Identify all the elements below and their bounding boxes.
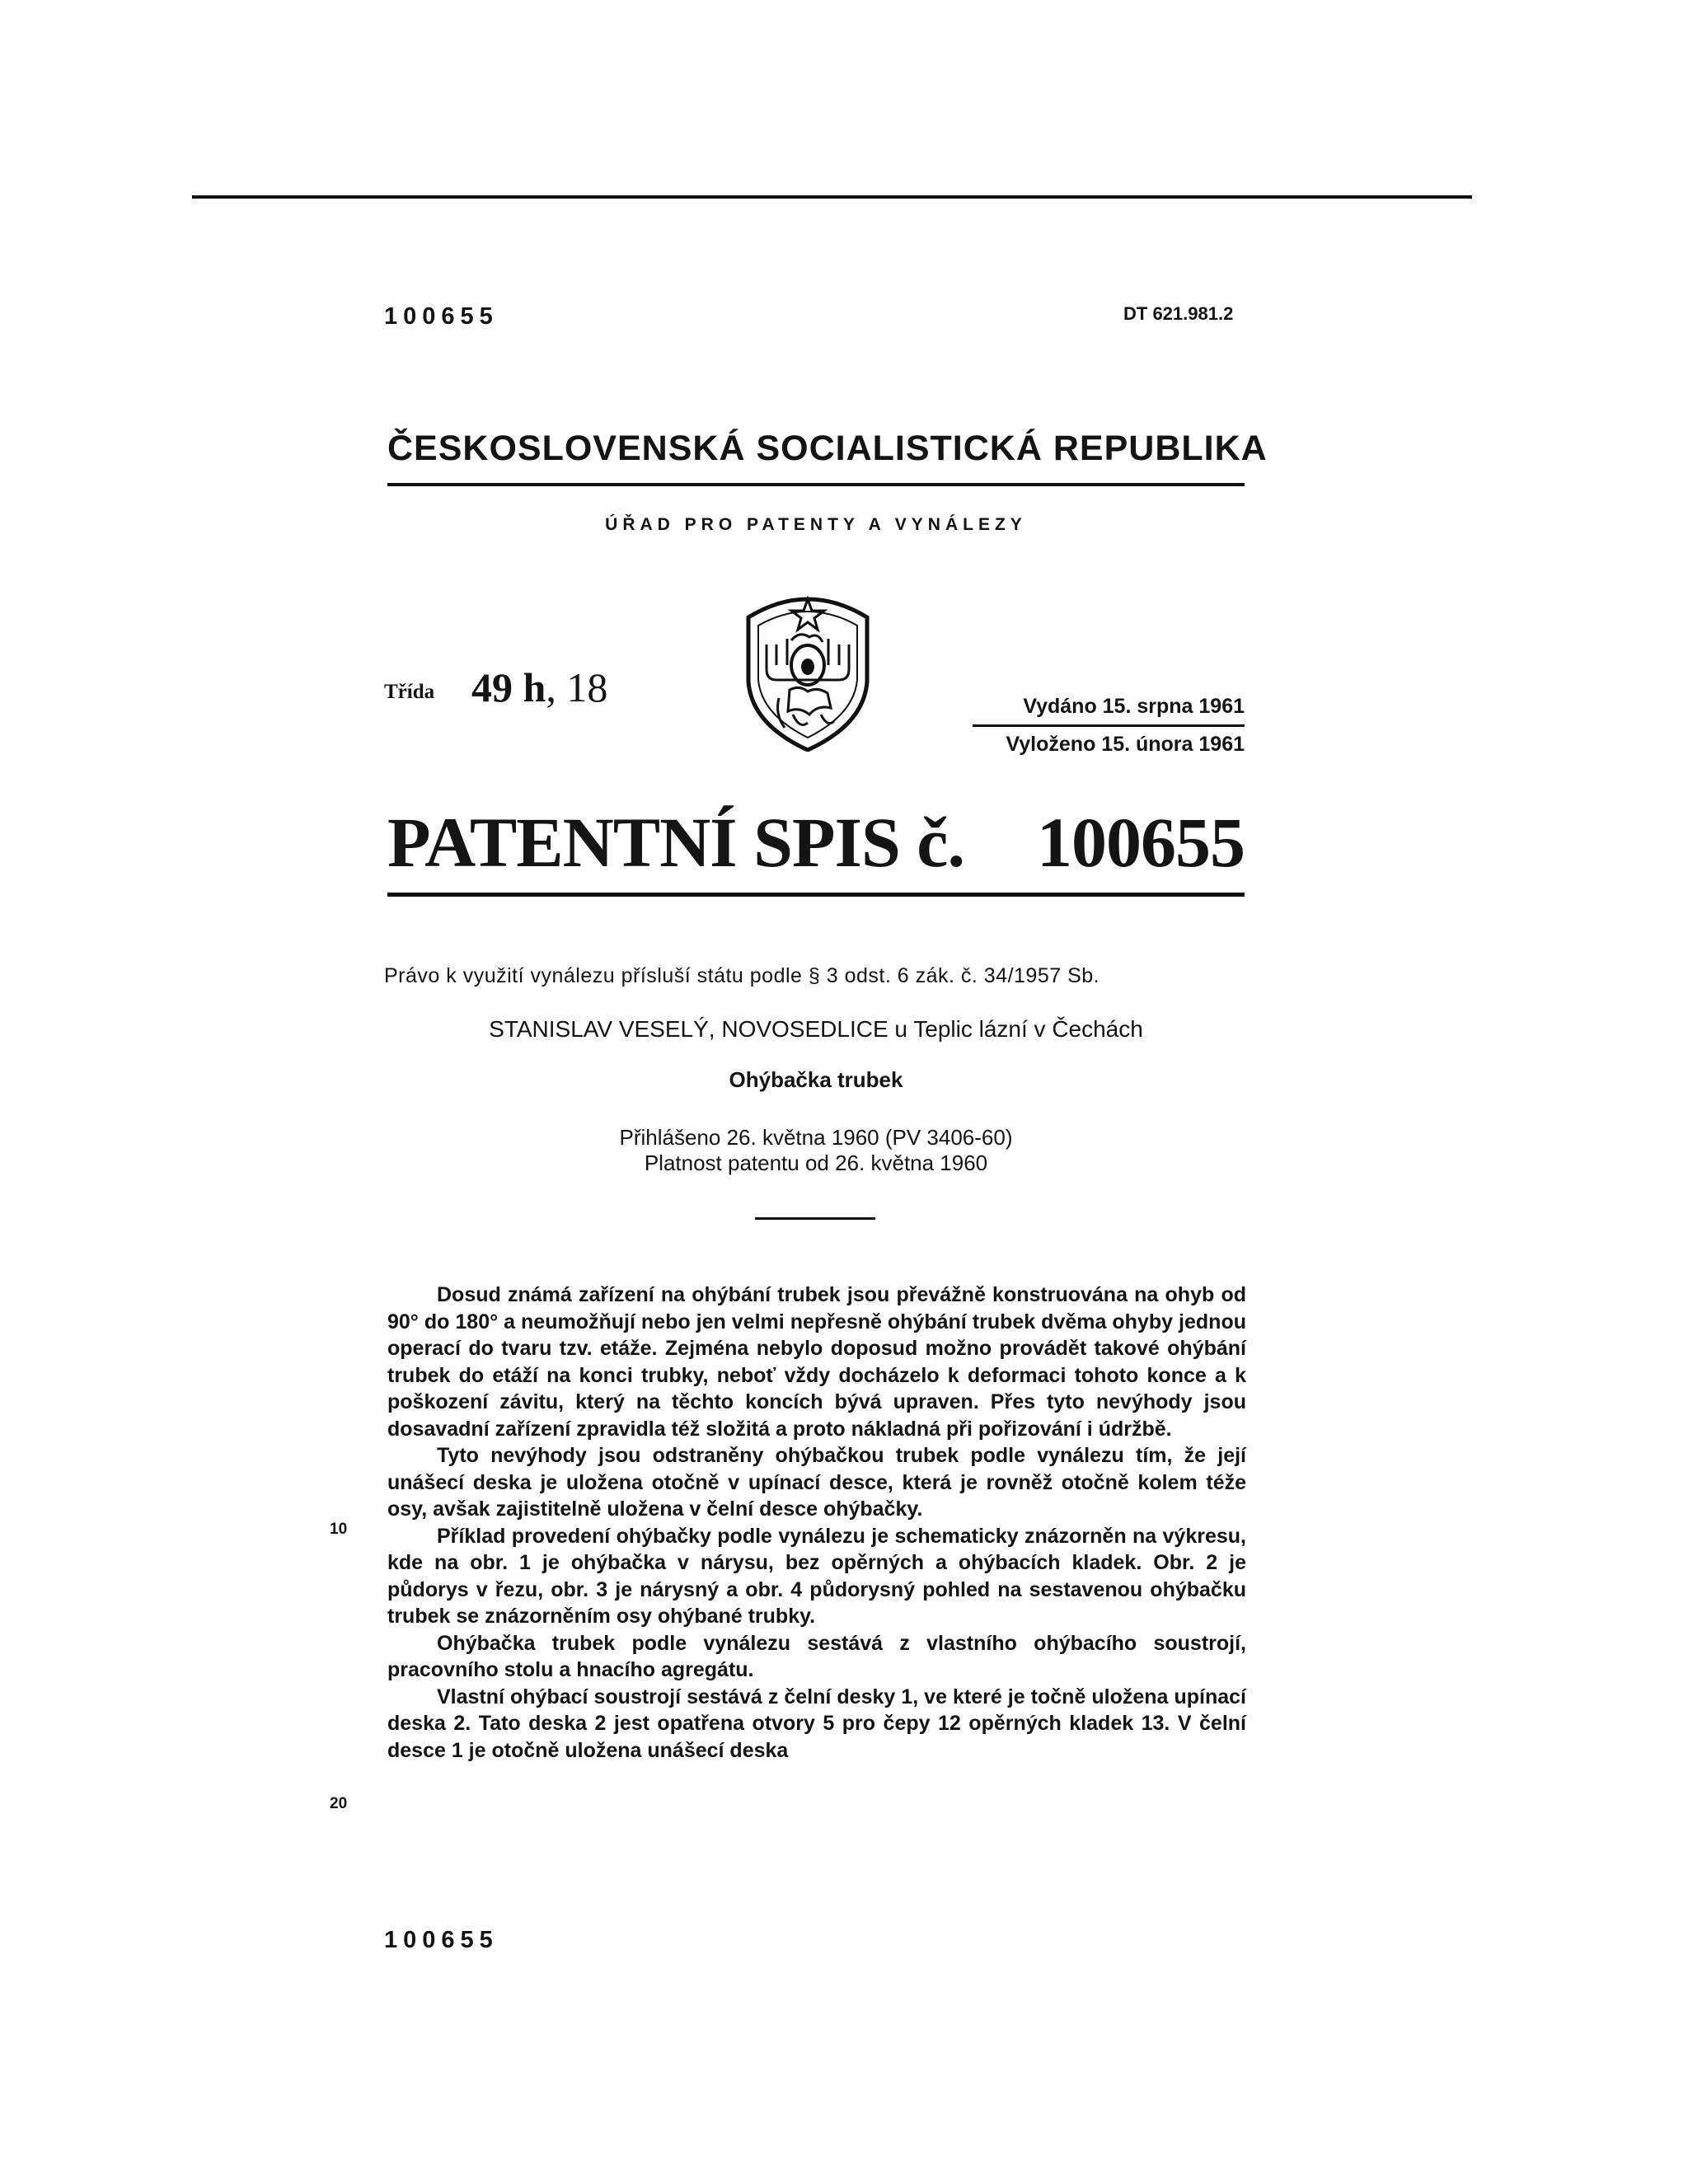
office-heading: ÚŘAD PRO PATENTY A VYNÁLEZY <box>605 515 1027 534</box>
section-divider <box>755 1217 875 1220</box>
republic-rule <box>387 483 1245 486</box>
title-rule <box>387 893 1245 897</box>
body-paragraph: Ohýbačka trubek podle vynálezu sestává z vlastního ohýbacího soustrojí, pracovního stolu a hnacího agregátu. <box>387 1631 1246 1681</box>
republic-heading: ČESKOSLOVENSKÁ SOCIALISTICKÁ REPUBLIKA <box>387 429 1268 468</box>
body-text <box>387 1282 1246 1764</box>
top-rule <box>192 195 1472 199</box>
inventor: STANISLAV VESELÝ, NOVOSEDLICE u Teplic lázní v Čechách <box>489 1016 1143 1042</box>
margin-line-number: 20 <box>330 1795 348 1812</box>
body-paragraph: Dosud známá zařízení na ohýbání trubek jsou převážně konstruována na ohyb od 90° do 180° a neumožňují nebo jen velmi nepřesně ohýbání trubek dvěma ohyby jednou operací do tvaru tzv. etáže. Zejména nebylo doposud možno provádět takové ohýbání trubek do etáží na konci trubky, neboť vždy docházelo k deformaci tohoto konce a k poškození závitu, který na těchto koncích bývá upraven. Přes tyto nevýhody jsou dosavadní zařízení zpravidla též složitá a proto nákladná při pořizování i údržbě. <box>387 1283 1246 1441</box>
class-value-main: 49 h <box>471 664 546 710</box>
issued-date: Vydáno 15. srpna 1961 <box>1023 695 1245 718</box>
filing-info <box>387 1125 1245 1176</box>
body-paragraph: Vlastní ohýbací soustrojí sestává z čelní desky 1, ve které je točně uložena upínací deska 2. Tato deska 2 jest opatřena otvory 5 pro čepy 12 opěrných kladek 13. V čelní desce 1 je otočně uložena unášecí deska <box>387 1685 1246 1762</box>
filed-date: Přihlášeno 26. května 1960 (PV 3406-60) <box>619 1125 1013 1150</box>
rights-statement: Právo k využití vynálezu přísluší státu podle § 3 odst. 6 zák. č. 34/1957 Sb. <box>384 964 1100 987</box>
body-paragraph: Tyto nevýhody jsou odstraněny ohýbačkou trubek podle vynálezu tím, že její unášecí deska je uložena otočně v upínací desce, která je rovněž otočně kolem téže osy, avšak zajistitelně uložena v čelní desce ohýbačky. <box>387 1444 1246 1521</box>
patent-title <box>387 801 1245 883</box>
patent-number: 100655 <box>1037 803 1245 882</box>
coat-of-arms-icon <box>742 583 874 752</box>
margin-line-number: 10 <box>330 1521 348 1538</box>
displayed-date: Vyloženo 15. února 1961 <box>1006 733 1245 756</box>
class-value-rest: , 18 <box>546 664 608 710</box>
invention-title: Ohýbačka trubek <box>729 1067 903 1092</box>
doc-number-bottom: 100655 <box>384 1927 499 1953</box>
patent-title-prefix: PATENTNÍ SPIS č. <box>387 803 964 882</box>
class-label: Třída <box>384 681 435 703</box>
body-paragraph: Příklad provedení ohýbačky podle vynálezu je schematicky znázorněn na výkresu, kde na obr. 1 je ohýbačka v nárysu, bez opěrných a ohýbacích kladek. Obr. 2 je půdorys v řezu, obr. 3 je nárysný a obr. 4 půdorysný pohled na sestavenou ohýbačku trubek se znázorněním osy ohýbané trubky. <box>387 1524 1246 1628</box>
doc-number-top: 100655 <box>384 303 499 330</box>
issued-rule <box>973 724 1245 727</box>
valid-from: Platnost patentu od 26. května 1960 <box>644 1151 988 1175</box>
dt-classification: DT 621.981.2 <box>1123 303 1234 324</box>
class-value <box>471 663 607 711</box>
